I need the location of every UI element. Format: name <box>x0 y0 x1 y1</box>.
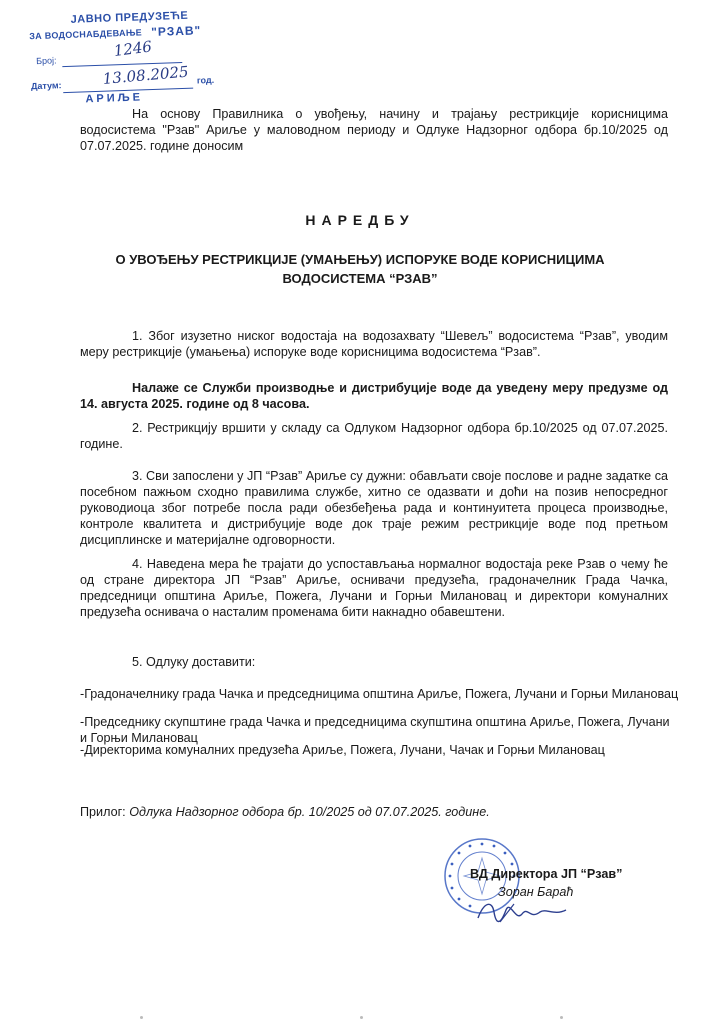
stamp-city: АРИЉЕ <box>85 91 144 106</box>
document-title: НАРЕДБУ <box>305 212 415 228</box>
stamp-date-value: 13.08.2025 <box>102 62 190 88</box>
stamp-org-name: "РЗАВ" <box>150 23 202 40</box>
stamp-number-label: Број: <box>35 55 57 67</box>
recipient-1: -Градоначелнику града Чачка и председницима општина Ариље, Пожега, Лучани и Горњи Милановац <box>80 687 679 701</box>
scan-mark <box>360 1016 363 1019</box>
scan-mark <box>560 1016 563 1019</box>
scan-mark <box>140 1016 143 1019</box>
item-2: 2. Рестрикцију вршити у складу са Одлуком Надзорног одбора бр.10/2025 од 07.07.2025. године. <box>80 421 668 451</box>
stamp-org-line2: ЗА ВОДОСНАБДЕВАЊЕ <box>29 27 143 42</box>
attachment-line <box>80 804 680 820</box>
attachment-text: Одлука Надзорног одбора бр. 10/2025 од 07.07.2025. године. <box>129 805 490 819</box>
stamp-org-line1: ЈАВНО ПРЕДУЗЕЋЕ <box>70 9 189 26</box>
order-paragraph: Налаже се Служби производње и дистрибуције воде да уведену меру предузме од 14. августа 2025. године од 8 часова. <box>80 381 668 411</box>
registry-stamp <box>22 7 225 106</box>
intro-paragraph: На основу Правилника о увођењу, начину и трајању рестрикције корисницима водосистема "Рзав" Ариље у маловодном периоду и Одлуке Надзорног одбора бр.10/2025 од 07.07.2025. године доносим <box>80 107 668 153</box>
stamp-date-label: Датум: <box>30 80 62 92</box>
signatory-name: Зоран Бараћ <box>498 885 574 899</box>
attachment-label: Прилог: <box>80 805 126 819</box>
recipient-2: -Председнику скупштине града Чачка и председницима скупштина општина Ариље, Пожега, Лучани и Горњи Милановац <box>80 715 670 745</box>
document-subtitle: О УВОЂЕЊУ РЕСТРИКЦИЈЕ (УМАЊЕЊУ) ИСПОРУКЕ ВОДЕ КОРИСНИЦИМА ВОДОСИСТЕМА “РЗАВ” <box>115 252 605 286</box>
item-4: 4. Наведена мера ће трајати до успостављања нормалног водостаја реке Рзав о чему ће од стране директора ЈП “Рзав” Ариље, оснивачи предузећа, градоначелник Града Чачка, председници општина Ариље, Пожега, Лучани и Горњи Милановац и директори комуналних предузећа оснивача о насталим променама бити накнадно обавештени. <box>80 557 668 619</box>
handwritten-signature <box>470 892 580 928</box>
signatory-role: ВД Директора ЈП “Рзав” <box>470 867 623 881</box>
stamp-year-suffix: год. <box>196 74 215 86</box>
recipient-3: -Директорима комуналних предузећа Ариље, Пожега, Лучани, Чачак и Горњи Милановац <box>80 743 605 757</box>
item-1: 1. Због изузетно ниског водостаја на водозахвату “Шевељ” водосистема “Рзав”, уводим меру рестрикције (умањења) испоруке воде корисницима водосистема “Рзав”. <box>80 329 668 359</box>
item-3: 3. Сви запослени у ЈП “Рзав” Ариље су дужни: обављати своје послове и радне задатке са посебном пажњом сходно правилима службе, хитно се одазвати и доћи на позив непосредног руководиоца због потребе посла ради обезбеђења рада и континуитета процеса производње, контроле квалитета и дистрибуције воде док траје режим рестрикције воде под претњом дисциплинске и материјалне одговорности. <box>80 469 668 547</box>
stamp-number-value: 1246 <box>112 37 153 60</box>
item-5: 5. Одлуку доставити: <box>132 655 256 669</box>
